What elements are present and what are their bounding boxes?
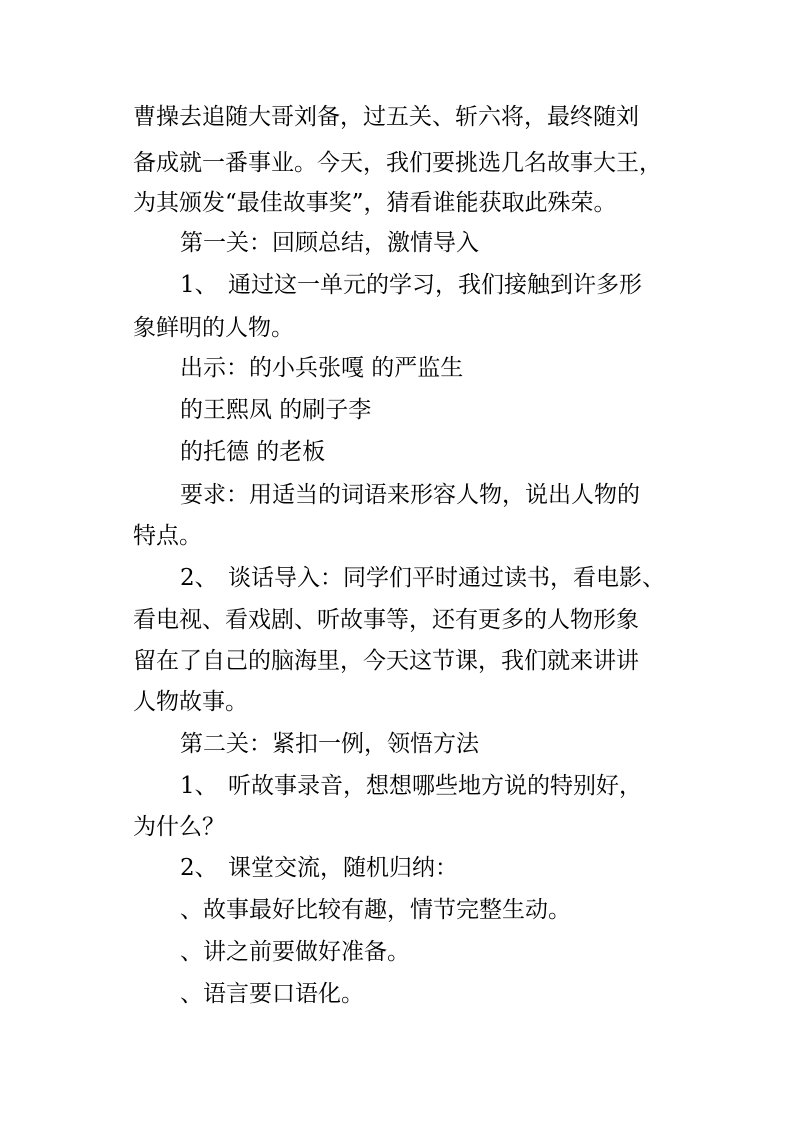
paragraph-line: 看电视、看戏剧、听故事等，还有更多的人物形象 — [133, 607, 639, 633]
bullet-line: 、故事最好比较有趣，情节完整生动。 — [180, 897, 571, 923]
list-item-text: 听故事录音，想想哪些地方说的特别好， — [228, 773, 642, 799]
paragraph-line: 人物故事。 — [133, 689, 248, 715]
paragraph-line: 的托德 的老板 — [180, 439, 326, 465]
section-heading: 第二关：紧扣一例，领悟方法 — [180, 731, 479, 757]
paragraph-line: 留在了自己的脑海里，今天这节课，我们就来讲讲 — [133, 648, 639, 674]
section-heading: 第一关：回顾总结，激情导入 — [180, 230, 479, 256]
list-item-text: 课堂交流，随机归纳： — [228, 855, 458, 881]
bullet-line: 、语言要口语化。 — [180, 981, 364, 1007]
paragraph-line: 的王熙凤 的刷子李 — [180, 397, 372, 423]
list-item — [180, 848, 458, 888]
list-number: 2、 — [180, 855, 218, 881]
paragraph-line: 为什么？ — [133, 814, 225, 840]
list-number: 1、 — [180, 272, 218, 298]
paragraph-line: 备成就一番事业。今天，我们要挑选几名故事大王， — [133, 150, 662, 176]
paragraph-line: 特点。 — [133, 523, 202, 549]
list-number: 2、 — [180, 565, 218, 591]
list-item-text: 谈话导入：同学们平时通过读书，看电影、 — [228, 565, 665, 591]
list-item — [180, 766, 642, 806]
list-number: 1、 — [180, 773, 218, 799]
paragraph-line: 象鲜明的人物。 — [133, 315, 294, 341]
paragraph-line: 出示：的小兵张嘎 的严监生 — [180, 355, 464, 381]
paragraph-line: 要求：用适当的词语来形容人物，说出人物的 — [180, 482, 640, 508]
list-item-text: 通过这一单元的学习，我们接触到许多形 — [228, 272, 642, 298]
list-item — [180, 265, 642, 305]
bullet-line: 、讲之前要做好准备。 — [180, 939, 410, 965]
paragraph-line: 曹操去追随大哥刘备，过五关、斩六将，最终随刘 — [133, 104, 639, 130]
paragraph-line: 为其颁发“最佳故事奖”，猜看谁能获取此殊荣。 — [133, 190, 617, 216]
list-item — [180, 558, 665, 598]
